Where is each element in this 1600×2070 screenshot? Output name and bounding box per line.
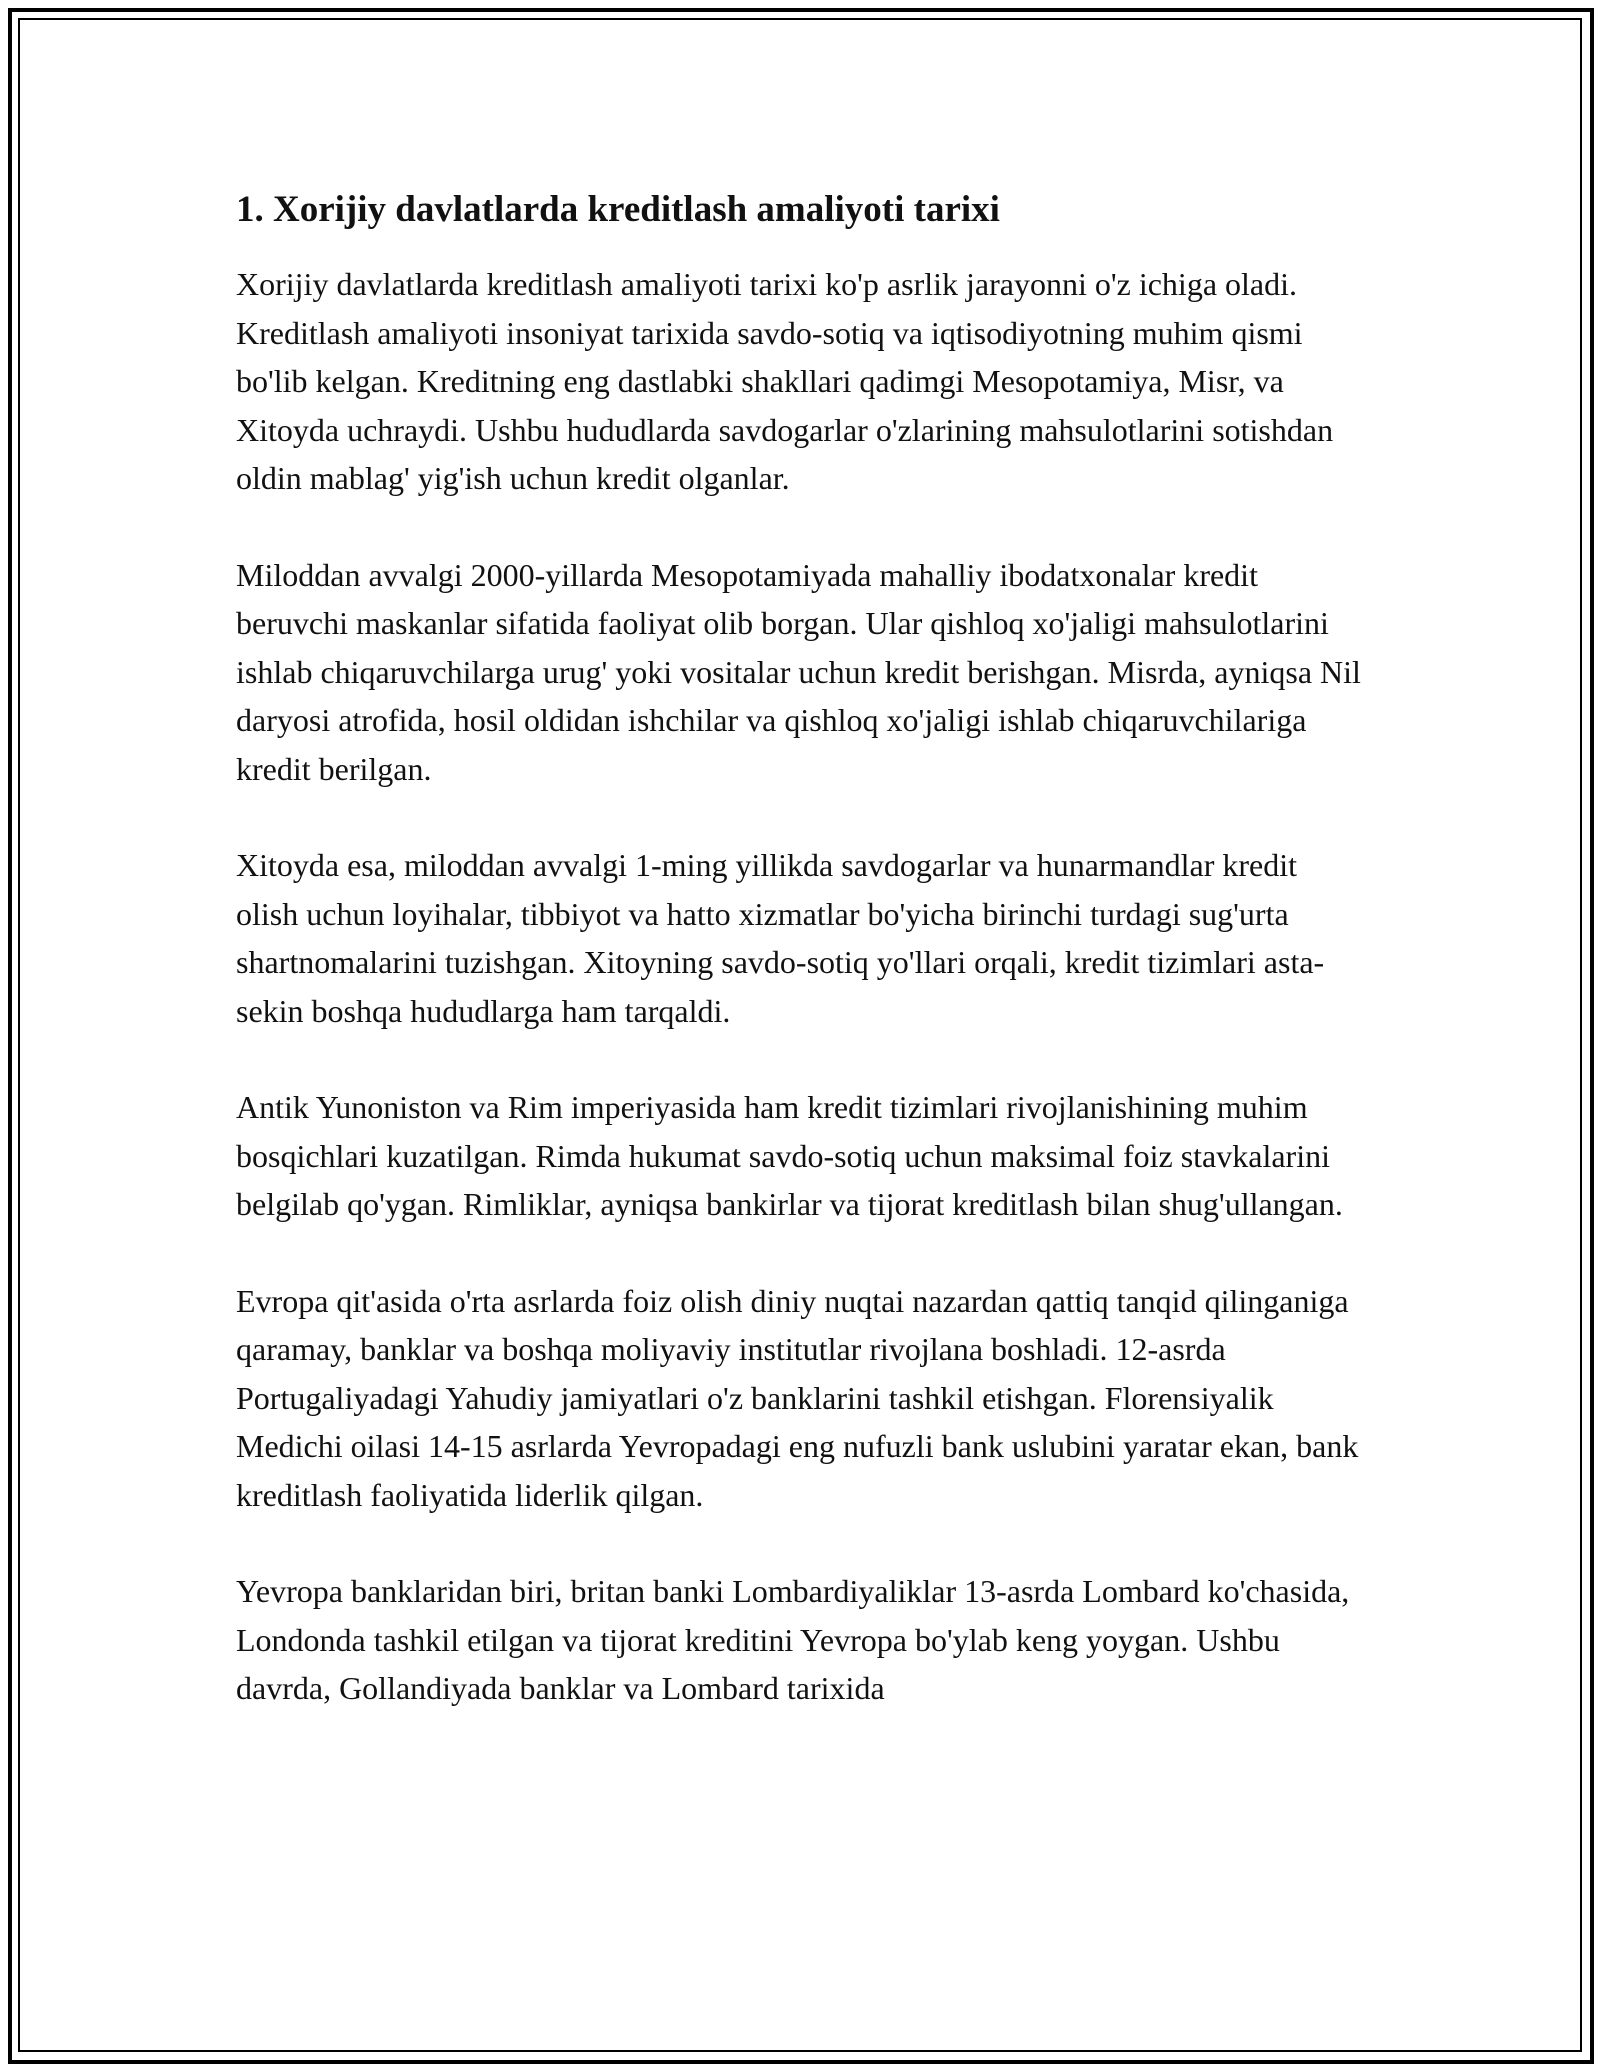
paragraph-medieval-europe: Evropa qit'asida o'rta asrlarda foiz olish diniy nuqtai nazardan qattiq tanqid qilinganiga qaramay, banklar va boshqa moliyaviy institutlar rivojlana boshladi. 12-asrda Portugaliyadagi Yahudiy jamiyatlari o'z banklarini tashkil etishgan. Florensiyalik Medichi oilasi 14-15 asrlarda Yevropadagi eng nufuzli bank uslubini yaratar ekan, bank kreditlash faoliyatida liderlik qilgan. [236,1282,1359,1513]
paragraph-lombard: Yevropa banklaridan biri, britan banki Lombardiyaliklar 13-asrda Lombard ko'chasida, Londonda tashkil etilgan va tijorat kreditini Yevropa bo'ylab keng yoygan. Ushbu davrda, Gollandiyada banklar va Lombard tarixida [236,1573,1350,1706]
paragraph-china: Xitoyda esa, miloddan avvalgi 1-ming yillikda savdogarlar va hunarmandlar kredit olish uchun loyihalar, tibbiyot va hatto xizmatlar bo'yicha birinchi turdagi sug'urta shartnomalarini tuzishgan. Xitoyning savdo-sotiq yo'llari orqali, kredit tizimlari asta-sekin boshqa hududlarga ham tarqaldi. [236,847,1325,1029]
paragraph-intro: Xorijiy davlatlarda kreditlash amaliyoti tarixi ko'p asrlik jarayonni o'z ichiga oladi. Kreditlash amaliyoti insoniyat tarixida savdo-sotiq va iqtisodiyotning muhim qismi bo'lib kelgan. Kreditning eng dastlabki shakllari qadimgi Mesopotamiya, Misr, va Xitoyda uchraydi. Ushbu hududlarda savdogarlar o'zlarining mahsulotlarini sotishdan oldin mablag' yig'ish uchun kredit olganlar. [236,266,1334,496]
paragraph-mesopotamia-egypt: Miloddan avvalgi 2000-yillarda Mesopotamiyada mahalliy ibodatxonalar kredit beruvchi maskanlar sifatida faoliyat olib borgan. Ular qishloq xo'jaligi mahsulotlarini ishlab chiqaruvchilarga urug' yoki vositalar uchun kredit berishgan. Misrda, ayniqsa Nil daryosi atrofida, hosil oldidan ishchilar va qishloq xo'jaligi ishlab chiqaruvchilariga kredit berilgan. [236,556,1361,787]
document-body [236,186,1366,1761]
section-heading: 1. Xorijiy davlatlarda kreditlash amaliyoti tarixi [236,189,1000,230]
paragraph-greece-rome: Antik Yunoniston va Rim imperiyasida ham kredit tizimlari rivojlanishining muhim bosqichlari kuzatilgan. Rimda hukumat savdo-sotiq uchun maksimal foiz stavkalarini belgilab qo'ygan. Rimliklar, ayniqsa bankirlar va tijorat kreditlash bilan shug'ullangan. [236,1089,1343,1222]
